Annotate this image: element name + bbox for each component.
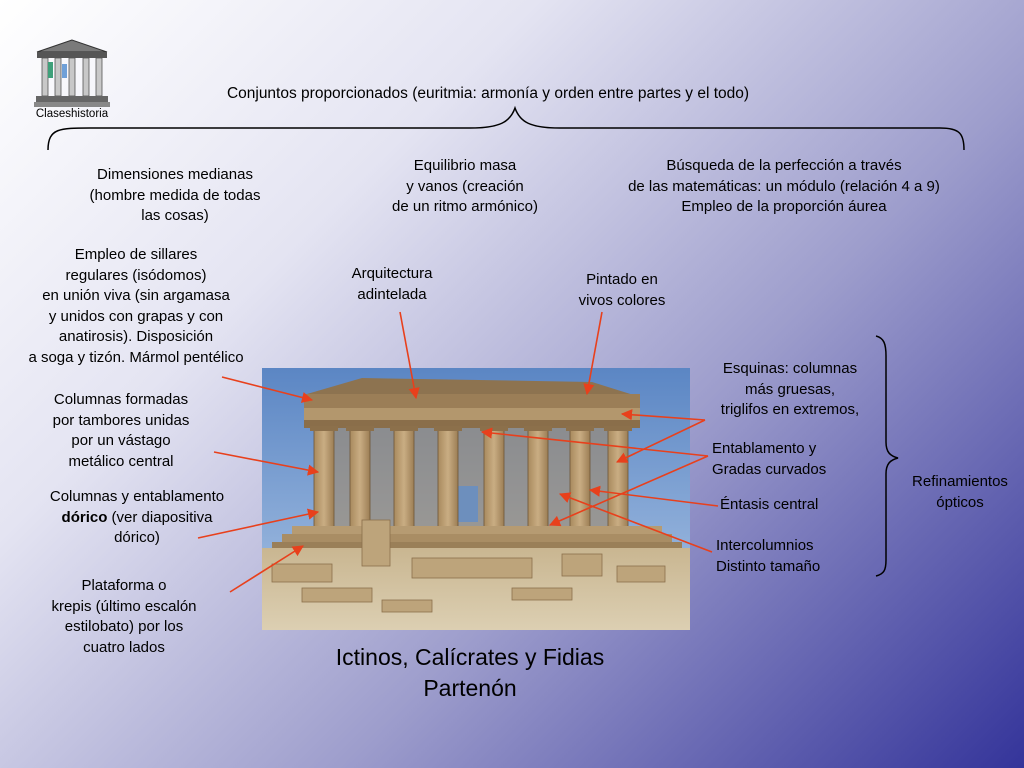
title-line-2: Partenón [423, 675, 517, 701]
text-line: Plataforma o [81, 577, 167, 594]
text-line: las cosas) [141, 207, 209, 224]
arrow-columnas-entablamento [198, 512, 318, 538]
arrow-esquinas-2 [617, 420, 705, 462]
header-text: Conjuntos proporcionados (euritmia: armonía y orden entre partes y el todo) [226, 85, 750, 102]
text-line: Refinamientos [912, 473, 1008, 490]
arrow-esquinas-1 [622, 414, 705, 420]
text-line: Dimensiones medianas [97, 166, 253, 183]
text-line: cuatro lados [83, 638, 165, 656]
text-line: Columnas formadas [53, 391, 189, 408]
text-line: Entablamento y [712, 440, 817, 457]
title-line-1: Ictinos, Calícrates y Fidias [335, 644, 605, 670]
text-line: a soga y tizón. Mármol pentélico [28, 348, 244, 366]
text-line: Pintado en [586, 271, 658, 288]
arrow-sillares [222, 377, 312, 400]
arrow-plataforma [230, 546, 303, 592]
text-line: anatirosis). Disposición [58, 328, 214, 345]
text-line: estilobato) por los [64, 618, 184, 635]
text-fragment: (ver diapositiva [107, 508, 213, 526]
text-line: Gradas curvados [712, 460, 827, 478]
text-line: ópticos [936, 493, 984, 511]
text-line: y unidos con grapas y con [48, 307, 224, 325]
text-line: Distinto tamaño [716, 557, 821, 575]
arrow-pintado [587, 312, 602, 394]
entasis-label: Éntasis central [720, 496, 819, 513]
text-line: en unión viva (sin argamasa [42, 287, 230, 304]
text-line: triglifos en extremos, [720, 401, 860, 418]
logo-label: Claseshistoria [35, 108, 109, 120]
arrow-arquitectura [400, 312, 416, 398]
text-line: metálico central [68, 452, 174, 470]
text-line: adintelada [357, 285, 427, 303]
refinamientos-bracket [876, 336, 898, 576]
bold-word: dórico [61, 508, 108, 526]
text-line: y vanos (creación [406, 177, 524, 195]
text-line: de las matemáticas: un módulo (relación 4 a 9) [628, 177, 940, 195]
text-line: de un ritmo armónico) [392, 198, 538, 215]
text-line: por tambores unidas [52, 411, 190, 429]
text-line: Arquitectura [351, 265, 433, 282]
text-line: Empleo de sillares [74, 246, 198, 263]
text-line: Esquinas: columnas [722, 360, 858, 377]
arrow-columnas-formadas [214, 452, 318, 472]
text-line: Equilibrio masa [413, 157, 517, 174]
text-line: por un vástago [71, 432, 171, 449]
text-line: regulares (isódomos) [65, 266, 207, 284]
arrow-entasis [590, 490, 718, 506]
text-line: (hombre medida de todas [89, 186, 261, 204]
text-line: vivos colores [578, 291, 666, 309]
top-brace [48, 108, 964, 150]
arrow-entablamento-2 [550, 456, 708, 525]
text-line: Columnas y entablamento [49, 488, 225, 505]
text-line: Empleo de la proporción áurea [681, 198, 887, 215]
text-line: más gruesas, [744, 380, 836, 398]
text-line: Intercolumnios [716, 537, 814, 554]
text-line: krepis (último escalón [51, 597, 197, 615]
text-line: Búsqueda de la perfección a través [666, 157, 902, 174]
text-line: dórico) [114, 529, 160, 546]
